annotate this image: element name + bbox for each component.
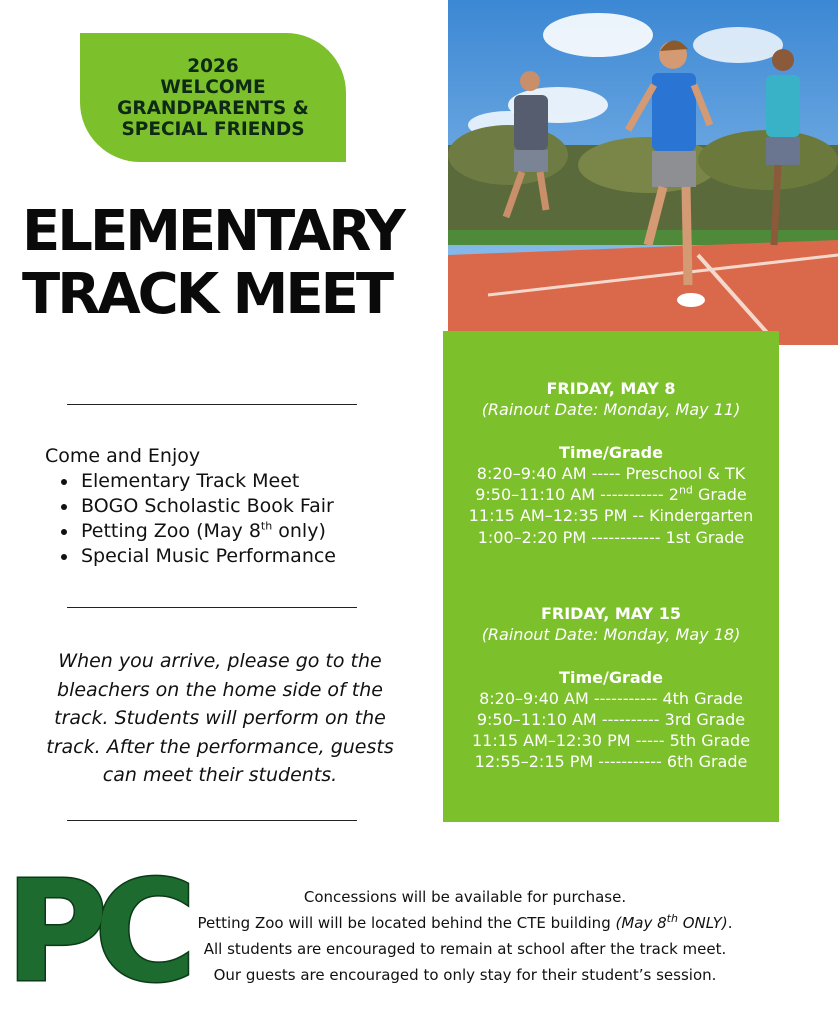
school-logo [5, 851, 183, 1014]
footer-notes [166, 884, 764, 988]
arrival-line: track. After the performance, guests [46, 735, 394, 758]
arrival-line: can meet their students. [102, 764, 338, 786]
arrival-line: track. Students will perform on the [54, 707, 386, 729]
day2-heading: Time/Grade [559, 668, 663, 687]
petting-zoo-sup: th [260, 519, 273, 533]
footer-zoo-period: . [727, 914, 733, 932]
enjoy-list [45, 469, 425, 569]
divider-middle [67, 607, 357, 608]
page-title [22, 200, 452, 326]
header-line-grandparents: GRANDPARENTS & [117, 97, 309, 119]
day2-row: 12:55–2:15 PM ----------- 6th Grade [474, 752, 748, 771]
footer-line: Our guests are encouraged to only stay for their student’s session. [213, 966, 717, 984]
divider-top [67, 404, 357, 405]
day1-row2-sup: nd [678, 483, 693, 497]
header-line-welcome: WELCOME [160, 76, 266, 98]
day1-rainout: (Rainout Date: Monday, May 11) [481, 400, 741, 419]
petting-zoo-text-end: only) [272, 520, 326, 542]
list-item: • Elementary Track Meet [79, 469, 425, 494]
day2-row: 9:50–11:10 AM ---------- 3rd Grade [476, 710, 746, 729]
list-item: • Special Music Performance [79, 544, 425, 569]
day1-row2-text: 9:50–11:10 AM ----------- 2 [475, 485, 679, 504]
list-item [79, 519, 425, 544]
enjoy-section [45, 444, 425, 569]
list-item: • BOGO Scholastic Book Fair [79, 494, 425, 519]
day2-row: 8:20–9:40 AM ----------- 4th Grade [479, 689, 743, 708]
footer-line: All students are encouraged to remain at school after the track meet. [203, 940, 727, 958]
schedule-panel [443, 331, 779, 822]
footer-zoo-only: ONLY) [677, 914, 728, 932]
footer-zoo-text: Petting Zoo will will be located behind the CTE building [197, 914, 616, 932]
day1-date: FRIDAY, MAY 8 [546, 379, 676, 398]
title-line-2: TRACK MEET [22, 262, 392, 327]
day2-rainout: (Rainout Date: Monday, May 18) [481, 625, 741, 644]
arrival-line: bleachers on the home side of the [57, 678, 383, 701]
footer-zoo-date: (May 8 [615, 914, 667, 932]
header-line-friends: SPECIAL FRIENDS [121, 118, 305, 140]
title-line-1: ELEMENTARY [22, 199, 403, 264]
header-year: 2026 [187, 55, 239, 77]
logo-letters: PC [5, 851, 183, 1014]
runners-photo [448, 0, 838, 345]
arrival-line: When you arrive, please go to the [58, 650, 382, 672]
day2-row: 11:15 AM–12:30 PM ----- 5th Grade [471, 731, 751, 750]
day1-heading: Time/Grade [559, 443, 663, 462]
footer-line [166, 910, 764, 936]
divider-bottom [67, 820, 357, 821]
header-badge [80, 33, 346, 162]
enjoy-intro: Come and Enjoy [45, 445, 201, 467]
footer-zoo-sup: th [666, 912, 678, 925]
runners-illustration [448, 0, 838, 345]
arrival-note [30, 647, 410, 790]
petting-zoo-text: Petting Zoo (May 8 [81, 520, 261, 542]
day1-row: 1:00–2:20 PM ------------ 1st Grade [477, 528, 745, 547]
footer-line: Concessions will be available for purchase. [303, 888, 627, 906]
pc-logo-mark [5, 851, 183, 1014]
day1-row [443, 485, 779, 504]
day2-date: FRIDAY, MAY 15 [540, 604, 682, 623]
day1-row2-end: Grade [692, 485, 747, 504]
day1-row: 11:15 AM–12:35 PM -- Kindergarten [468, 506, 754, 525]
day1-row: 8:20–9:40 AM ----- Preschool & TK [476, 464, 746, 483]
